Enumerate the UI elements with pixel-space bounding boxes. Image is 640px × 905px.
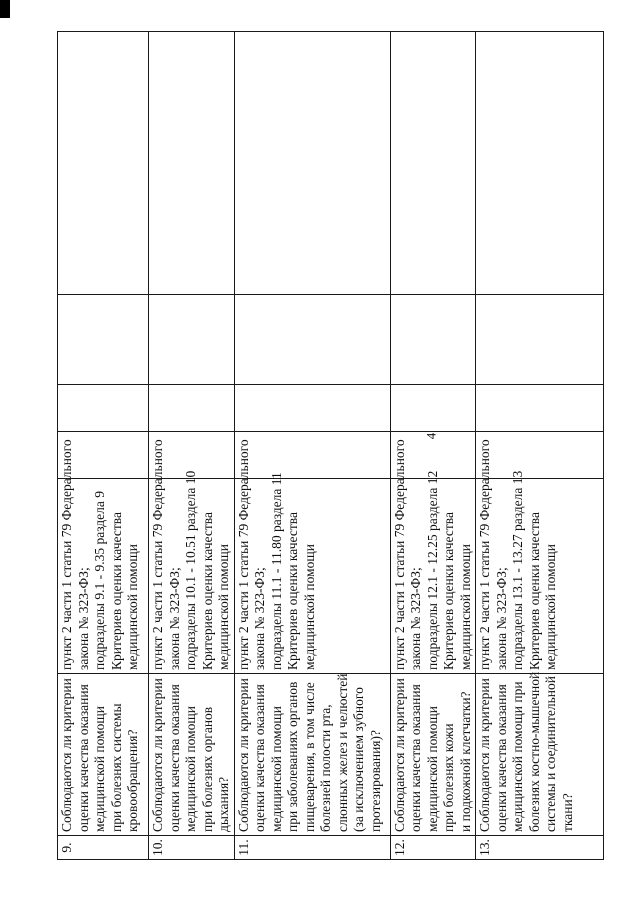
reference-line: медицинской помощи [543, 544, 558, 670]
checklist-table [57, 31, 604, 860]
reference-line: закона № 323-ФЗ; [75, 567, 91, 670]
reference-cell [390, 439, 476, 674]
reference-line: подразделы 10.1 - 10.51 раздела 10 [183, 470, 198, 670]
table-row [390, 32, 476, 860]
reference-line: закона № 323-ФЗ; [252, 567, 267, 670]
question-line: дыхания? [216, 776, 231, 832]
question-line: медицинской помощи [424, 706, 440, 832]
question-line: медицинской помощи [268, 706, 284, 832]
reference-line: подразделы 13.1 - 13.27 раздела 13 [510, 470, 525, 670]
question-cell [390, 674, 476, 836]
question-line: болезней полости рта, [318, 704, 333, 832]
question-line: медицинской помощи [92, 706, 107, 832]
answer-cell-not-applicable[interactable] [234, 295, 390, 385]
reference-line: медицинской помощи [301, 544, 317, 670]
question-line: кровообращения? [125, 729, 140, 832]
question-line: ткани? [559, 793, 575, 832]
question-line: Соблюдаются ли критерии [59, 678, 74, 832]
question-line: оценки качества оказания [408, 684, 423, 832]
reference-cell [149, 439, 235, 674]
question-line: (за исключением зубного [351, 687, 366, 832]
notes-cell[interactable] [149, 32, 235, 295]
question-cell [149, 674, 235, 836]
answer-cell-yes[interactable] [234, 432, 390, 479]
reference-line: закона № 323-ФЗ; [493, 567, 509, 670]
row-number: 13. [476, 836, 604, 860]
reference-line: пункт 2 части 1 статьи 79 Федерального [477, 439, 492, 670]
row-number: 10. [149, 836, 235, 860]
checklist-table-container [57, 32, 600, 860]
reference-line: закона № 323-ФЗ; [166, 567, 182, 670]
table-row [149, 32, 235, 860]
reference-line: Критериев оценки качества [526, 512, 542, 670]
question-line: медицинской помощи при [510, 681, 525, 832]
table-row [58, 32, 149, 860]
row-number: 12. [390, 836, 476, 860]
answer-cell-not-applicable[interactable] [476, 295, 604, 385]
question-line: Соблюдаются ли критерии [235, 678, 251, 832]
question-line: оценки качества оказания [166, 684, 182, 832]
reference-line: пункт 2 части 1 статьи 79 Федерального [391, 439, 407, 670]
answer-cell-not-applicable[interactable] [149, 295, 235, 385]
question-line: Соблюдаются ли критерии [391, 678, 407, 832]
row-number: 9. [58, 836, 149, 860]
reference-line: пункт 2 части 1 статьи 79 Федерального [235, 439, 251, 670]
reference-cell [476, 439, 604, 674]
question-line: при заболеваниях органов [285, 681, 300, 832]
reference-line: медицинской помощи [216, 544, 231, 670]
question-line: при болезнях органов [199, 706, 215, 832]
reference-line: подразделы 9.1 - 9.35 раздела 9 [92, 491, 107, 670]
reference-line: пункт 2 части 1 статьи 79 Федерального [59, 439, 74, 670]
question-line: болезнях костно-мышечной [526, 671, 542, 832]
reference-line: закона № 323-ФЗ; [408, 567, 423, 670]
question-line: и подкожной клетчатки? [457, 691, 473, 832]
answer-cell-no[interactable] [476, 385, 604, 432]
reference-line: Критериев оценки качества [441, 512, 456, 670]
reference-line: пункт 2 части 1 статьи 79 Федерального [150, 439, 165, 670]
question-cell [476, 671, 604, 836]
reference-line: Критериев оценки качества [199, 512, 215, 670]
question-line: Соблюдаются ли критерии [477, 678, 492, 832]
scan-edge-mark [0, 0, 10, 18]
table-row [476, 32, 604, 860]
question-line: оценки качества оказания [75, 684, 91, 832]
row-number: 11. [234, 836, 390, 860]
question-line: пищеварения, в том числе [301, 682, 317, 832]
question-line: медицинской помощи [183, 706, 198, 832]
reference-cell [234, 439, 390, 674]
answer-cell-no[interactable] [390, 385, 476, 432]
question-cell [58, 674, 149, 836]
question-line: Соблюдаются ли критерии [150, 678, 165, 832]
question-line: оценки качества оказания [252, 684, 267, 832]
question-line: при болезнях кожи [441, 723, 456, 832]
notes-cell[interactable] [234, 32, 390, 295]
reference-cell [58, 439, 149, 674]
reference-line: Критериев оценки качества [108, 512, 124, 670]
reference-line: подразделы 12.1 - 12.25 раздела 12 [424, 470, 440, 670]
answer-cell-no[interactable] [234, 385, 390, 432]
question-line: слюнных желез и челюстей [334, 673, 350, 832]
reference-line: подразделы 11.1 - 11.80 раздела 11 [268, 472, 284, 670]
page-number: 4 [423, 432, 439, 440]
answer-cell-not-applicable[interactable] [390, 295, 476, 385]
answer-cell-no[interactable] [149, 385, 235, 432]
notes-cell[interactable] [476, 32, 604, 295]
question-line: системы и соединительной [543, 676, 558, 832]
reference-line: медицинской помощи [457, 544, 473, 670]
question-cell [234, 674, 390, 836]
question-line: протезирования)? [367, 730, 383, 832]
answer-cell-not-applicable[interactable] [58, 295, 149, 385]
answer-cell-yes[interactable] [476, 432, 604, 479]
reference-line: медицинской помощи [125, 544, 140, 670]
question-line: оценки качества оказания [493, 684, 509, 832]
notes-cell[interactable] [58, 32, 149, 295]
answer-cell-no[interactable] [58, 385, 149, 432]
notes-cell[interactable] [390, 32, 476, 295]
table-row [234, 32, 390, 860]
question-line: при болезнях системы [108, 703, 124, 832]
reference-line: Критериев оценки качества [285, 512, 300, 670]
